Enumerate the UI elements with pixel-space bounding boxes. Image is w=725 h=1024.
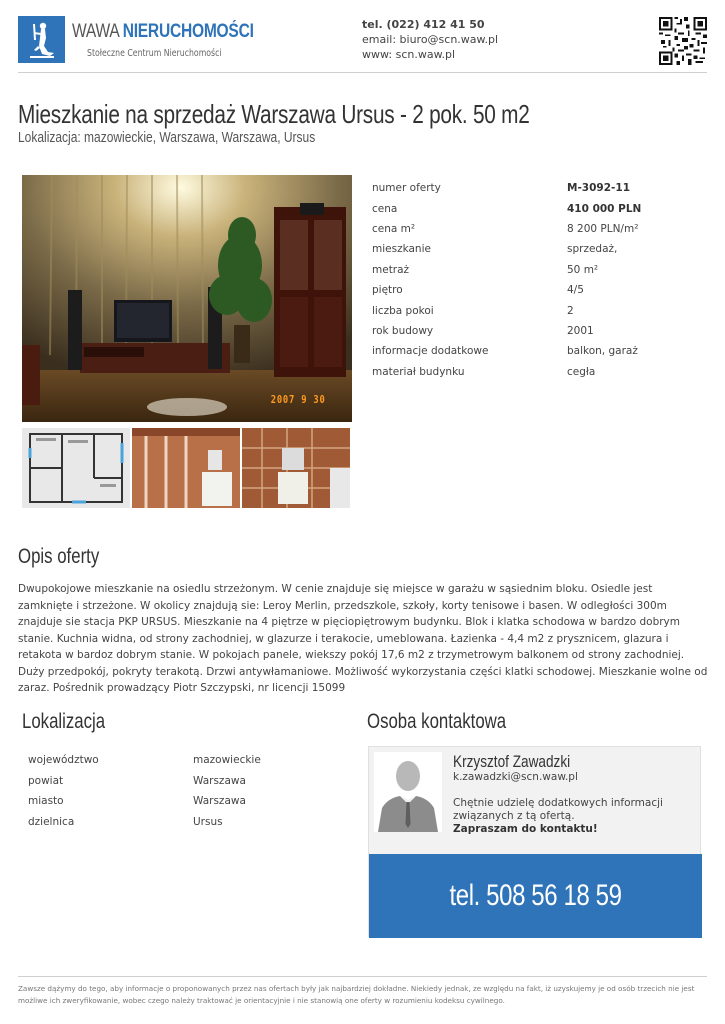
location-value: mazowieckie [193, 754, 261, 767]
detail-value: 8 200 PLN/m² [567, 222, 639, 235]
detail-row [372, 280, 707, 300]
detail-label: informacje dodatkowe [372, 345, 489, 358]
detail-value: balkon, garaż [567, 345, 638, 358]
location-value: Warszawa [193, 774, 246, 787]
location-row [28, 791, 328, 812]
agent-cta: Zapraszam do kontaktu! [453, 823, 598, 835]
logo-subtitle: Stołeczne Centrum Nieruchomości [87, 48, 222, 59]
agent-email[interactable]: k.zawadzki@scn.waw.pl [453, 771, 578, 783]
agent-phone: tel. 508 56 18 59 [449, 879, 622, 912]
agent-message [453, 797, 693, 836]
page-title: Mieszkanie na sprzedaż Warszawa Ursus - 2 pok. 50 m2 [18, 99, 530, 129]
detail-row [372, 260, 707, 280]
location-heading: Lokalizacja [22, 710, 106, 733]
detail-row [372, 219, 707, 239]
detail-label: liczba pokoi [372, 304, 434, 317]
detail-label: rok budowy [372, 324, 434, 337]
contact-card [368, 746, 701, 937]
location-value: Warszawa [193, 795, 246, 808]
agent-message-text: Chętnie udzielę dodatkowych informacji związanych z tą ofertą. [453, 797, 663, 822]
agency-phone[interactable]: tel. (022) 412 41 50 [362, 18, 485, 31]
detail-row [372, 178, 707, 198]
detail-row [372, 198, 707, 218]
description-text: Dwupokojowe mieszkanie na osiedlu strzeżonym. W cenie znajduje się miejsce w garażu w sąsiednim bloku. Osiedle jest zamknięte i strzeżone. W okolicy znajdują sie: Leroy Merlin, przedszkole, szkoły, korty tenisowe i basen. W odległości 300m znajduje sie stacja PKP URSUS. Mieszkanie na 4 piętrze w pięciopiętrowym budynku. Blok i klatka schodowa w bardzo dobrym stanie. Kuchnia widna, od strony zachodniej, w glazurze i terakocie, umeblowana. Łazienka - 4,4 m2 z prysznicem, glazura i retakota w bardoz dobrym stanie. W pokojach panele, wiekszy pokój 17,6 m2 z trzymetrowym balkonem od strony zachodniej. Duży przedpokój, pokryty terakotą. Drzwi antywłamaniowe. Możliwość wykorzystania części klatki schodowej. Mieszkanie wolne od zaraz. Pośrednik prowadzący Piotr Szczypski, nr licencji 15099 [18, 583, 708, 694]
location-table [28, 750, 328, 832]
photo-date-stamp: 2007 9 30 [271, 393, 326, 406]
logo-wordmark[interactable] [72, 21, 254, 43]
detail-label: cena m² [372, 222, 416, 235]
thumbnail-floorplan[interactable] [22, 428, 130, 508]
agent-phone-banner[interactable] [369, 854, 702, 938]
header-divider [18, 72, 707, 73]
detail-value: 2 [567, 304, 574, 317]
description-heading: Opis oferty [18, 545, 100, 568]
detail-value: 4/5 [567, 284, 584, 297]
detail-value: 410 000 PLN [567, 202, 642, 215]
contact-heading: Osoba kontaktowa [367, 710, 507, 733]
logo-brand-light: WAWA [72, 21, 123, 42]
location-row [28, 771, 328, 792]
detail-label: cena [372, 202, 398, 215]
detail-label: numer oferty [372, 182, 441, 195]
detail-row [372, 321, 707, 341]
thumbnail-bathroom-1[interactable] [132, 428, 240, 508]
location-label: dzielnica [28, 815, 75, 828]
detail-value: 50 m² [567, 263, 599, 276]
agency-contact [362, 17, 498, 62]
detail-row [372, 362, 707, 382]
detail-label: metraż [372, 263, 410, 276]
agency-email[interactable]: email: biuro@scn.waw.pl [362, 33, 499, 46]
detail-row [372, 341, 707, 361]
location-row [28, 812, 328, 833]
agency-website[interactable]: www: scn.waw.pl [362, 48, 456, 61]
detail-label: piętro [372, 284, 403, 297]
main-photo[interactable] [22, 175, 352, 422]
footer-disclaimer: Zawsze dążymy do tego, aby informacje o proponowanych przez nas ofertach były jak najbardziej dokładne. Niekiedy jednak, ze względu na fakt, iż uzyskujemy je od osób trzecich nie jest możliwe ich zweryfikowanie, wobec czego należy traktować je orientacyjnie i nie stanowią one oferty w rozumieniu kodeksu cywilnego. [18, 984, 695, 1005]
detail-label: materiał budynku [372, 365, 465, 378]
location-label: powiat [28, 774, 64, 787]
location-label: województwo [28, 754, 99, 767]
logo-brand-bold: NIERUCHOMOŚCI [122, 21, 254, 42]
footer-divider [18, 976, 707, 977]
detail-row [372, 239, 707, 259]
logo-mermaid-icon[interactable] [18, 16, 65, 63]
detail-value: cegła [567, 365, 596, 378]
thumbnail-bathroom-2[interactable] [242, 428, 350, 508]
location-label: miasto [28, 795, 64, 808]
location-value: Ursus [193, 815, 223, 828]
detail-label: mieszkanie [372, 243, 431, 256]
agent-avatar-icon [374, 752, 442, 832]
detail-row [372, 300, 707, 320]
detail-value: M-3092-11 [567, 182, 630, 195]
agent-name: Krzysztof Zawadzki [453, 752, 571, 771]
details-table [372, 178, 707, 382]
detail-value: sprzedaż, [567, 243, 618, 256]
location-line: Lokalizacja: mazowieckie, Warszawa, Warszawa, Ursus [18, 129, 316, 146]
qr-code-icon [659, 17, 707, 65]
detail-value: 2001 [567, 324, 594, 337]
location-row [28, 750, 328, 771]
